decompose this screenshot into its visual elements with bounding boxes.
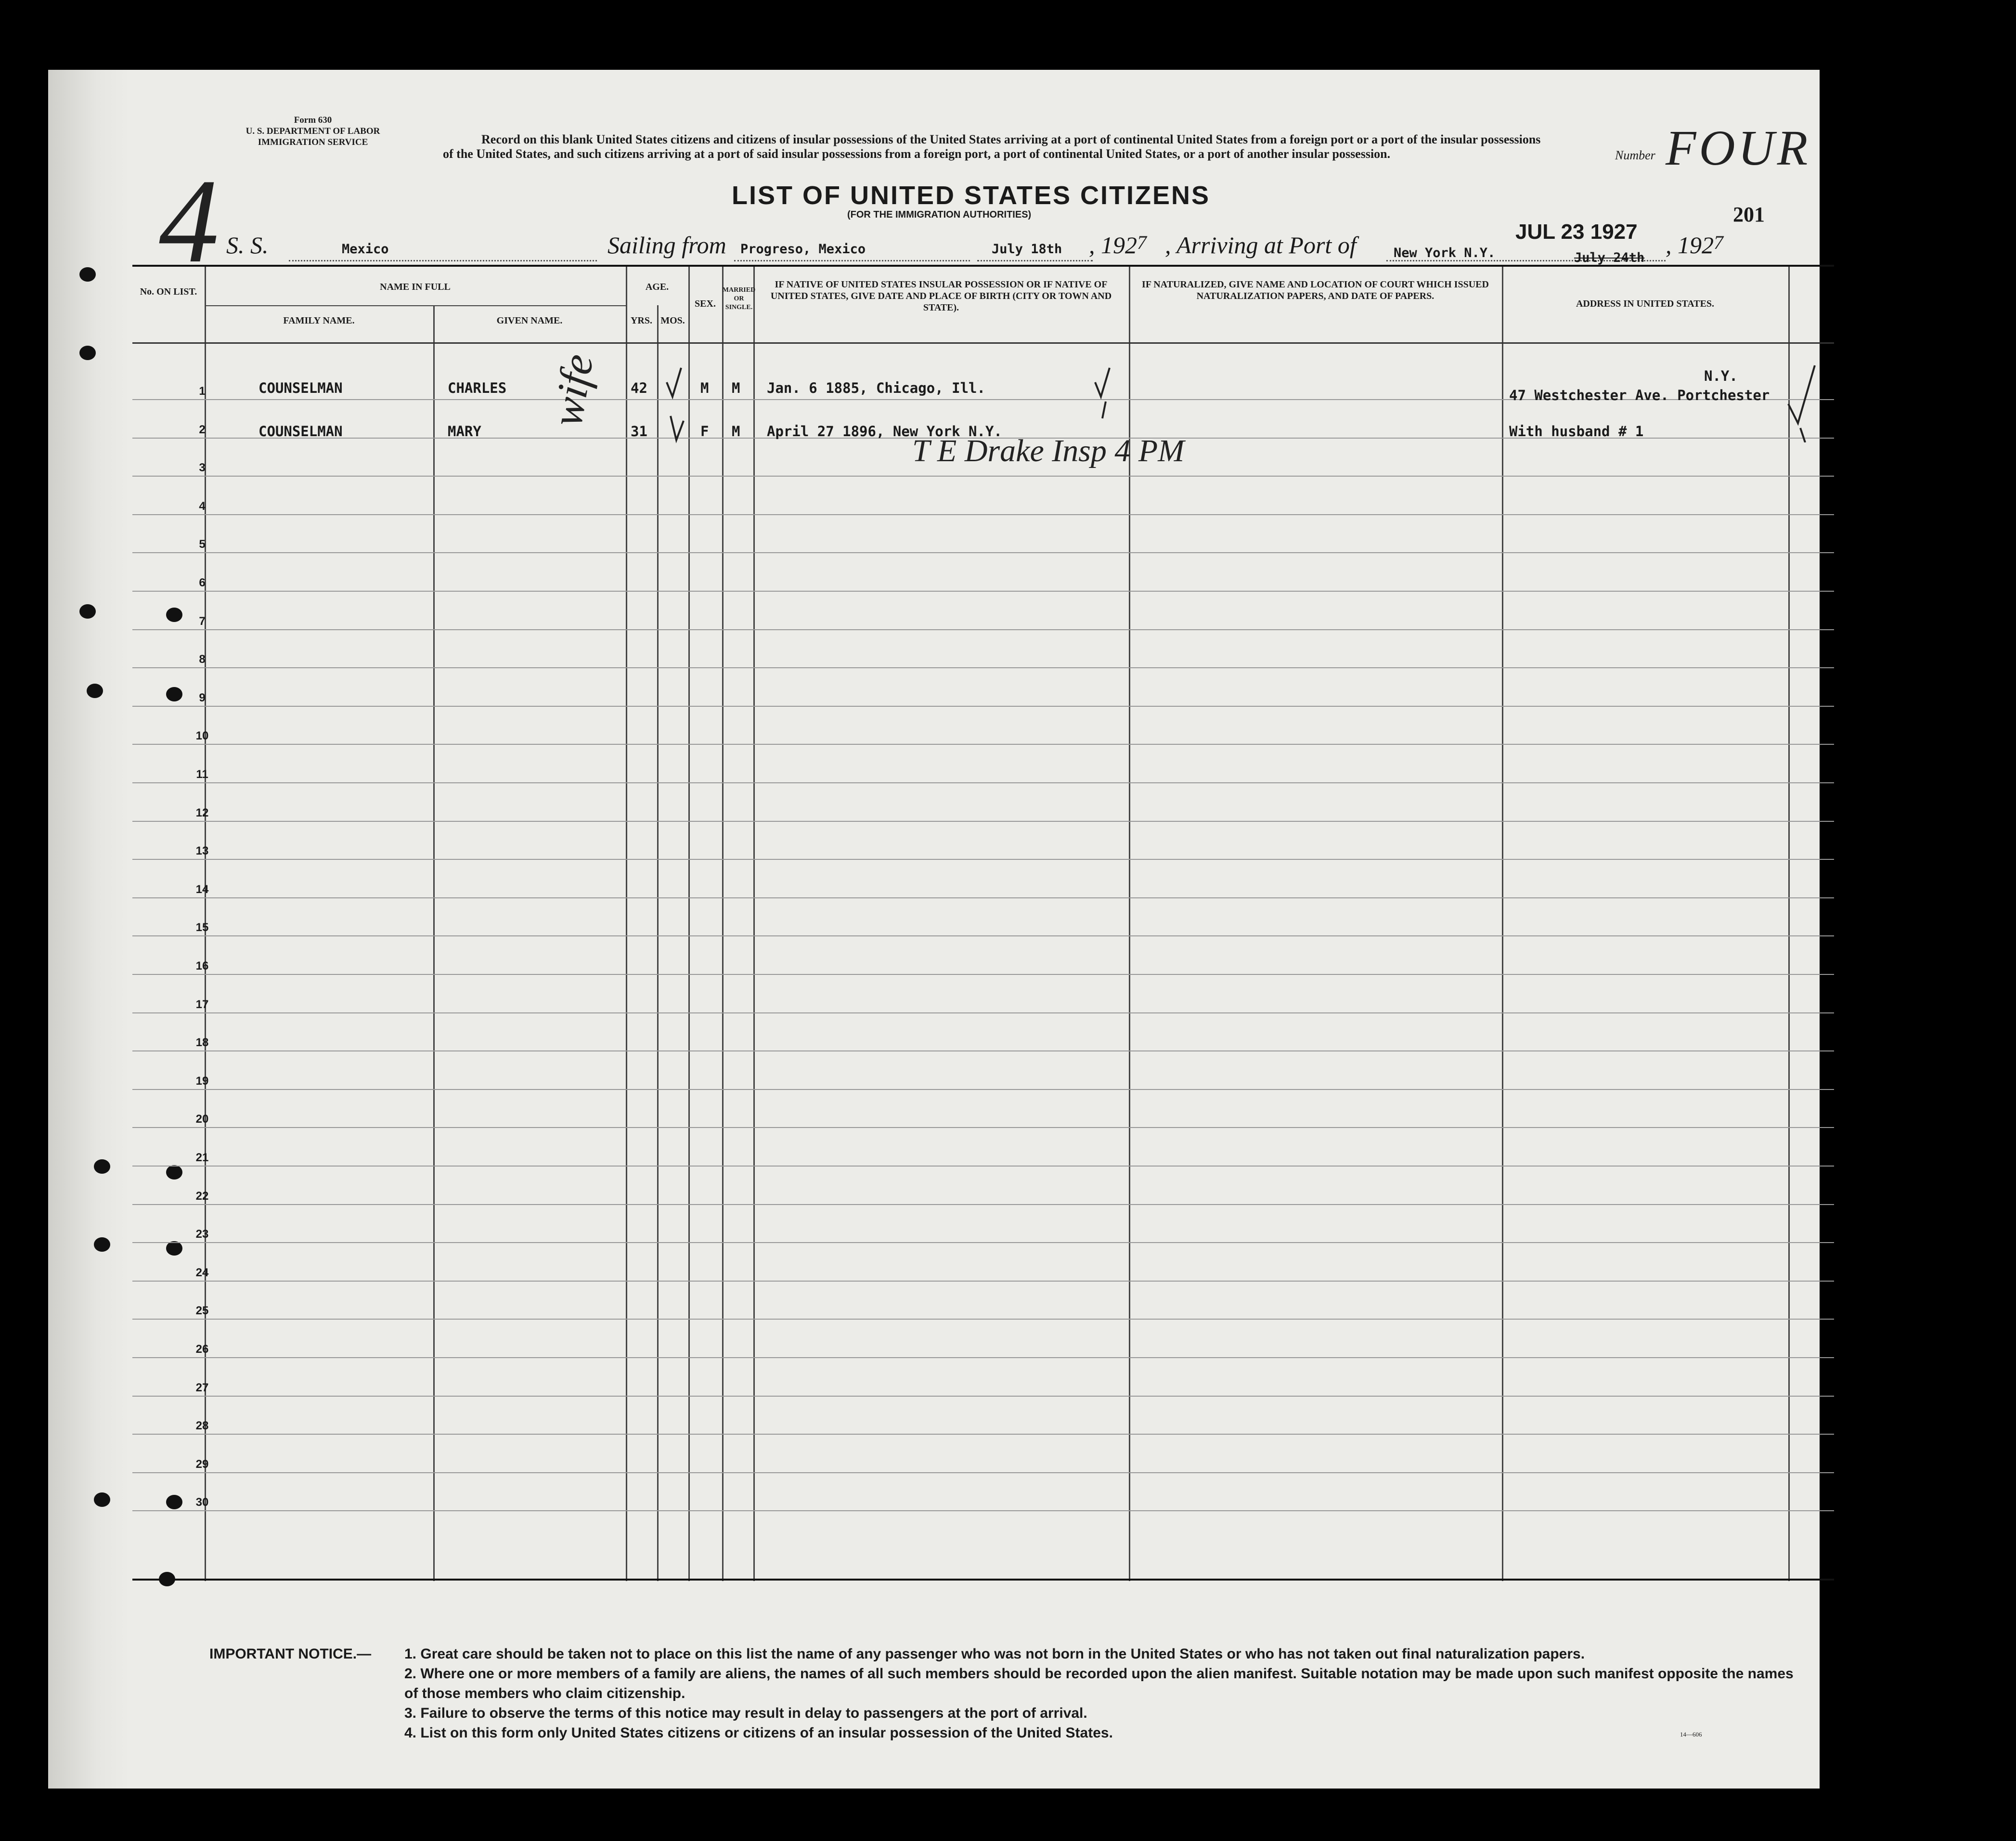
manifest-table: [132, 265, 1834, 1581]
row-number: 26: [195, 1343, 209, 1356]
year-suffix-1: 7: [1137, 232, 1147, 253]
col-header-name: NAME IN FULL: [380, 282, 451, 292]
col-header-age: AGE.: [645, 282, 669, 292]
row-line: [132, 1319, 1834, 1320]
row-number: 9: [199, 691, 206, 704]
row-2-given-name: MARY: [448, 423, 481, 440]
page-subtitle: (FOR THE IMMIGRATION AUTHORITIES): [847, 209, 1032, 220]
row-number: 12: [195, 806, 209, 819]
col-header-given: GIVEN NAME.: [496, 315, 563, 326]
sheet-number: 201: [1733, 203, 1765, 226]
sailing-label: Sailing from: [607, 232, 726, 259]
row-1-family-name: COUNSELMAN: [258, 380, 343, 396]
row-line: [132, 974, 1834, 975]
arrival-date-struck: July 24th: [1574, 250, 1645, 265]
row-line: [132, 1050, 1834, 1051]
row-line: [132, 859, 1834, 860]
col-header-no: No. ON LIST.: [140, 286, 197, 297]
row-number: 21: [195, 1151, 209, 1164]
row-line: [132, 1281, 1834, 1282]
row-1-address-line1: N.Y.: [1704, 368, 1738, 384]
row-number: 27: [195, 1381, 209, 1394]
row-number: 23: [195, 1228, 209, 1241]
row-1-birth: Jan. 6 1885, Chicago, Ill.: [767, 380, 985, 396]
notice-item-2: 2. Where one or more members of a family are aliens, the names of all such members should be recorded upon the alien manifest. Suitable notation may be made upon such manifest opposite the names of those members who claim citizenship.: [404, 1666, 1794, 1701]
ship-name: Mexico: [342, 242, 389, 257]
row-2-birth: April 27 1896, New York N.Y.: [767, 423, 1002, 440]
form-identifier: [193, 115, 433, 148]
row-line: [132, 744, 1834, 745]
row-1-given-name: CHARLES: [448, 380, 507, 396]
row-number: 29: [195, 1457, 209, 1471]
binder-hole-icon: [79, 604, 96, 619]
row-number: 6: [199, 576, 206, 589]
form-number: Form 630: [294, 115, 332, 125]
col-header-marital: MARRIED OR SINGLE.: [722, 286, 756, 311]
notice-item-3: 3. Failure to observe the terms of this notice may result in delay to passengers at the port of arrival.: [404, 1705, 1087, 1721]
col-header-birth: IF NATIVE OF UNITED STATES INSULAR POSSESSION OR IF NATIVE OF UNITED STATES, GIVE DATE AND PLACE OF BIRTH (CITY OR TOWN AND STATE).: [770, 279, 1112, 313]
wife-note-handwritten: wife: [543, 350, 603, 430]
binding-edge: [48, 70, 130, 1789]
checkmark-icon: [1090, 363, 1119, 421]
row-line: [132, 1242, 1834, 1243]
row-2-marital: M: [732, 423, 740, 440]
row-line: [132, 1510, 1834, 1511]
row-2-family-name: COUNSELMAN: [258, 423, 343, 440]
row-2-address: With husband # 1: [1509, 423, 1644, 440]
row-number: 3: [199, 461, 206, 475]
year-label-2: , 192 7: [1666, 232, 1723, 259]
row-number: 18: [195, 1036, 209, 1050]
row-line: [132, 476, 1834, 477]
row-line: [132, 1357, 1834, 1358]
row-line: [132, 1204, 1834, 1205]
notice-item-4: 4. List on this form only United States citizens or citizens of an insular possession of the United States.: [404, 1725, 1113, 1741]
row-number: 13: [195, 844, 209, 858]
year-label-1: , 192 7: [1089, 232, 1147, 259]
row-number: 4: [199, 499, 206, 513]
row-line: [132, 1396, 1834, 1397]
binder-hole-icon: [87, 684, 103, 698]
col-header-family: FAMILY NAME.: [283, 315, 355, 326]
page-title: LIST OF UNITED STATES CITIZENS: [732, 181, 1210, 210]
row-number: 17: [195, 998, 209, 1011]
row-number: 19: [195, 1074, 209, 1088]
row-number: 2: [199, 423, 206, 436]
row-number: 5: [199, 538, 206, 551]
row-number: 30: [195, 1496, 209, 1509]
binder-hole-icon: [94, 1492, 110, 1507]
row-2-age-years: 31: [631, 423, 647, 440]
arrival-port: New York N.Y.: [1394, 246, 1496, 260]
number-value: FOUR: [1666, 120, 1811, 176]
binder-hole-icon: [79, 346, 96, 360]
row-line: [132, 1012, 1834, 1013]
sailing-from: Progreso, Mexico: [740, 242, 866, 257]
row-1-sex: M: [700, 380, 709, 396]
col-header-sex: SEX.: [695, 298, 716, 309]
row-line: [132, 782, 1834, 783]
col-header-naturalized: IF NATURALIZED, GIVE NAME AND LOCATION OF COURT WHICH ISSUED NATURALIZATION PAPERS, AND DATE OF PAPERS.: [1142, 279, 1489, 301]
row-number: 24: [195, 1266, 209, 1279]
row-line: [132, 897, 1834, 898]
row-1-marital: M: [732, 380, 740, 396]
row-number: 11: [196, 768, 208, 781]
ss-label: S. S.: [226, 232, 269, 259]
inspector-signature: T E Drake Insp 4 PM: [912, 433, 1185, 468]
col-header-address: ADDRESS IN UNITED STATES.: [1576, 298, 1715, 309]
sailing-date: July 18th: [992, 242, 1062, 257]
row-line: [132, 629, 1834, 630]
row-number: 28: [195, 1419, 209, 1433]
binder-hole-icon: [94, 1237, 110, 1252]
binder-hole-icon: [79, 267, 96, 282]
row-number: 16: [195, 959, 209, 972]
row-2-sex: F: [700, 423, 709, 440]
page-number-handwritten: 4: [159, 155, 219, 288]
row-line: [132, 667, 1834, 668]
checkmark-icon: [662, 363, 691, 445]
checkmark-icon: [1783, 351, 1827, 442]
form-instructions: Record on this blank United States citizens and citizens of insular possessions of the United States arriving at a port of continental United States from a foreign port or a port of the insular possessions of the United States, and such citizens arriving at a port of said insular possessions from a foreign port, a port of continental United States, or a port of another insular possession.: [443, 132, 1541, 161]
col-header-mos: MOS.: [660, 315, 685, 326]
row-1-age-years: 42: [631, 380, 647, 396]
number-label: Number: [1615, 148, 1655, 162]
row-line: [132, 1089, 1834, 1090]
arriving-label: , Arriving at Port of: [1165, 232, 1357, 259]
row-line: [132, 935, 1834, 936]
row-line: [132, 706, 1834, 707]
service-name: IMMIGRATION SERVICE: [258, 137, 368, 147]
row-number: 7: [199, 614, 206, 628]
row-line: [132, 1472, 1834, 1473]
row-number: 25: [195, 1304, 209, 1318]
col-header-yrs: YRS.: [630, 315, 652, 326]
row-line: [132, 552, 1834, 553]
notice-title: IMPORTANT NOTICE.—: [209, 1646, 372, 1662]
binder-hole-icon: [94, 1159, 110, 1174]
notice-item-1: 1. Great care should be taken not to place on this list the name of any passenger who was not born in the United States or who has not taken out final naturalization papers.: [404, 1646, 1585, 1662]
row-number: 1: [199, 385, 206, 398]
year-suffix-2: 7: [1714, 232, 1723, 253]
row-line: [132, 821, 1834, 822]
row-line: [132, 1166, 1834, 1167]
row-line: [132, 591, 1834, 592]
row-number: 22: [195, 1189, 209, 1203]
row-line: [132, 1434, 1834, 1435]
row-number: 8: [199, 653, 206, 666]
row-number: 10: [195, 729, 209, 743]
department-name: U. S. DEPARTMENT OF LABOR: [246, 126, 380, 136]
row-line: [132, 514, 1834, 515]
row-number: 20: [195, 1113, 209, 1126]
row-line: [132, 1127, 1834, 1128]
row-1-address-line2: 47 Westchester Ave. Portchester: [1509, 387, 1770, 403]
row-number: 14: [195, 882, 209, 896]
arrival-date-stamp: JUL 23 1927: [1515, 220, 1638, 244]
row-number: 15: [195, 921, 209, 934]
print-code: 14—606: [1680, 1731, 1702, 1738]
